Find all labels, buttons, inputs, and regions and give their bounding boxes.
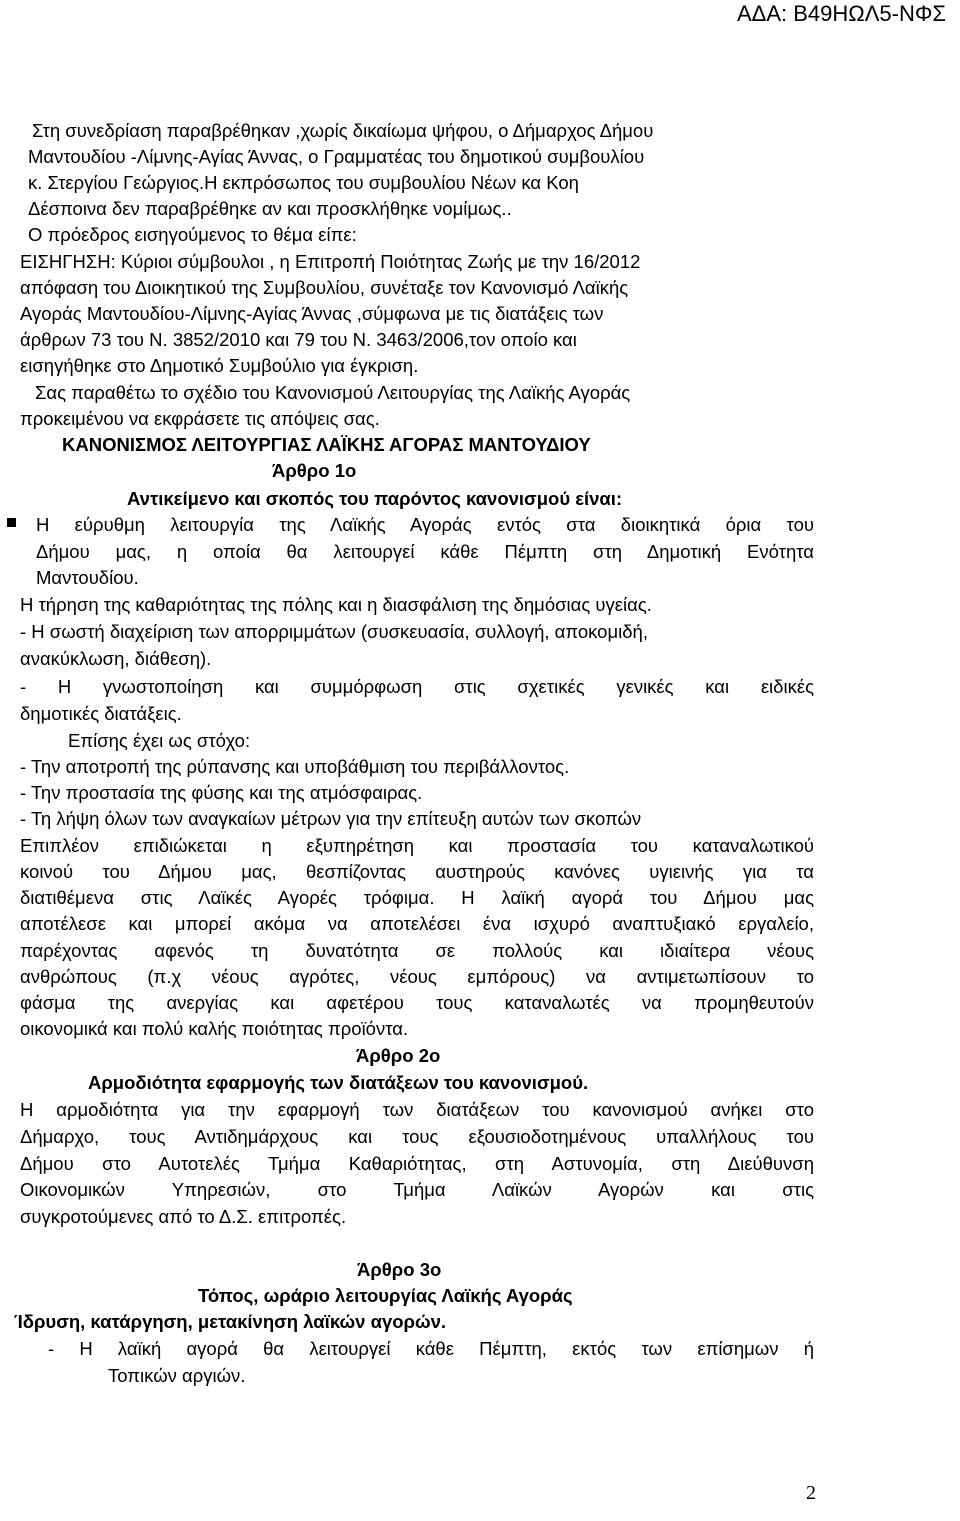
text-line: Δήμου στο Αυτοτελές Τμήμα Καθαριότητας, στη Αστυνομία, στη Διεύθυνση bbox=[20, 1153, 814, 1174]
text-line: - Η σωστή διαχείριση των απορριμμάτων (συσκευασία, συλλογή, αποκομιδή, bbox=[20, 621, 648, 642]
text-line: ΕΙΣΗΓΗΣΗ: Κύριοι σύμβουλοι , η Επιτροπή Ποιότητας Ζωής με την 16/2012 bbox=[20, 251, 641, 272]
text-line: - Η λαϊκή αγορά θα λειτουργεί κάθε Πέμπτη, εκτός των επίσημων ή bbox=[48, 1338, 814, 1359]
text-line: φάσμα της ανεργίας και αφετέρου τους καταναλωτές να προμηθευτούν bbox=[20, 992, 814, 1013]
text-line: Επιπλέον επιδιώκεται η εξυπηρέτηση και προστασία του καταναλωτικού bbox=[20, 835, 814, 856]
text-line: - Την αποτροπή της ρύπανσης και υποβάθμιση του περιβάλλοντος. bbox=[20, 756, 570, 777]
page-number: 2 bbox=[806, 1482, 816, 1504]
text-line: διατιθέμενα στις Λαϊκές Αγορές τρόφιμα. Η λαϊκή αγορά του Δήμου μας bbox=[20, 887, 814, 908]
text-line: απόφαση του Διοικητικού της Συμβουλίου, συνέταξε τον Κανονισμό Λαϊκής bbox=[20, 277, 629, 298]
article-subheading: Αρμοδιότητα εφαρμογής των διατάξεων του κανονισμού. bbox=[88, 1072, 589, 1093]
text-line: προκειμένου να εκφράσετε τις απόψεις σας. bbox=[20, 408, 380, 429]
text-line: - Η γνωστοποίηση και συμμόρφωση στις σχετικές γενικές και ειδικές bbox=[20, 676, 814, 697]
text-line: Δέσποινα δεν παραβρέθηκε αν και προσκλήθηκε νομίμως.. bbox=[28, 198, 512, 219]
text-line: άρθρων 73 του Ν. 3852/2010 και 79 του Ν. 3463/2006,τον οποίο και bbox=[20, 329, 577, 350]
ada-code: ΑΔΑ: Β49ΗΩΛ5-ΝΦΣ bbox=[736, 1, 946, 26]
text-line: εισηγήθηκε στο Δημοτικό Συμβούλιο για έγκριση. bbox=[20, 355, 419, 376]
text-line: Σας παραθέτω το σχέδιο του Κανονισμού Λειτουργίας της Λαϊκής Αγοράς bbox=[35, 382, 631, 403]
text-line: οικονομικά και πολύ καλής ποιότητας προϊόντα. bbox=[20, 1018, 409, 1039]
text-line: Ο πρόεδρος εισηγούμενος το θέμα είπε: bbox=[28, 224, 357, 245]
text-line: κ. Στεργίου Γεώργιος.Η εκπρόσωπος του συμβουλίου Νέων κα Κοη bbox=[28, 172, 579, 193]
text-line: - Την προστασία της φύσης και της ατμόσφαιρας. bbox=[20, 782, 423, 803]
square-bullet-icon bbox=[7, 518, 16, 527]
article-heading: Άρθρο 1ο bbox=[272, 460, 357, 481]
article-subheading: Ίδρυση, κατάργηση, μετακίνηση λαϊκών αγορών. bbox=[14, 1311, 447, 1332]
article-heading: Άρθρο 2ο bbox=[356, 1045, 441, 1066]
text-line: ανακύκλωση, διάθεση). bbox=[20, 648, 212, 669]
text-line: Επίσης έχει ως στόχο: bbox=[68, 730, 251, 751]
text-line: Η τήρηση της καθαριότητας της πόλης και η διασφάλιση της δημόσιας υγείας. bbox=[20, 594, 652, 615]
text-line: αποτέλεσε και μπορεί ακόμα να αποτελέσει ένα ισχυρό αναπτυξιακό εργαλείο, bbox=[20, 913, 814, 934]
text-line: δημοτικές διατάξεις. bbox=[20, 703, 182, 724]
article-subheading: Αντικείμενο και σκοπός του παρόντος κανονισμού είναι: bbox=[127, 488, 623, 509]
regulation-title: ΚΑΝΟΝΙΣΜΟΣ ΛΕΙΤΟΥΡΓΙΑΣ ΛΑΪΚΗΣ ΑΓΟΡΑΣ ΜΑΝΤΟΥΔΙΟΥ bbox=[62, 434, 591, 455]
text-line: Στη συνεδρίαση παραβρέθηκαν ,χωρίς δικαίωμα ψήφου, ο Δήμαρχος Δήμου bbox=[32, 120, 654, 141]
bullet-text-line: Μαντουδίου. bbox=[36, 567, 139, 588]
bullet-text-line: Δήμου μας, η οποία θα λειτουργεί κάθε Πέμπτη στη Δημοτική Ενότητα bbox=[36, 541, 814, 562]
text-line: Αγοράς Μαντουδίου-Λίμνης-Αγίας Άννας ,σύμφωνα με τις διατάξεις των bbox=[20, 303, 604, 324]
text-line: κοινού του Δήμου μας, θεσπίζοντας αυστηρούς κανόνες υγιεινής για τα bbox=[20, 861, 814, 882]
text-line: Οικονομικών Υπηρεσιών, στο Τμήμα Λαϊκών Αγορών και στις bbox=[20, 1179, 814, 1200]
bullet-text-line: Η εύρυθμη λειτουργία της Λαϊκής Αγοράς εντός στα διοικητικά όρια του bbox=[36, 514, 814, 535]
text-line: Μαντουδίου -Λίμνης-Αγίας Άννας, ο Γραμματέας του δημοτικού συμβουλίου bbox=[28, 146, 645, 167]
text-line: συγκροτούμενες από το Δ.Σ. επιτροπές. bbox=[20, 1206, 347, 1227]
text-line: Η αρμοδιότητα για την εφαρμογή των διατάξεων του κανονισμού ανήκει στο bbox=[20, 1099, 814, 1120]
text-line: Τοπικών αργιών. bbox=[108, 1365, 246, 1386]
text-line: ανθρώπους (π.χ νέους αγρότες, νέους εμπόρους) να αντιμετωπίσουν το bbox=[20, 966, 814, 987]
article-heading: Άρθρο 3ο bbox=[357, 1259, 442, 1280]
text-line: Δήμαρχο, τους Αντιδημάρχους και τους εξουσιοδοτημένους υπαλλήλους του bbox=[20, 1126, 814, 1147]
text-line: - Τη λήψη όλων των αναγκαίων μέτρων για την επίτευξη αυτών των σκοπών bbox=[20, 808, 642, 829]
article-subheading: Τόπος, ωράριο λειτουργίας Λαϊκής Αγοράς bbox=[198, 1285, 573, 1306]
text-line: παρέχοντας αφενός τη δυνατότητα σε πολλούς και ιδιαίτερα νέους bbox=[20, 940, 814, 961]
